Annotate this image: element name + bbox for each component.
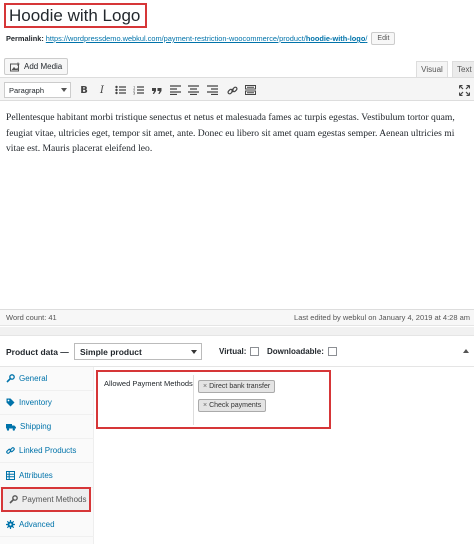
payment-methods-panel xyxy=(96,370,331,429)
numbered-list-icon[interactable] xyxy=(131,83,145,97)
tab-shipping[interactable] xyxy=(0,415,94,439)
last-edited: Last edited by webkul on January 4, 2019 at 4:28 am xyxy=(294,313,470,322)
editor-toolbar xyxy=(0,78,474,101)
tab-general-label: General xyxy=(19,374,48,383)
chevron-down-icon xyxy=(61,88,67,92)
permalink-link[interactable]: https://wordpressdemo.webkul.com/payment-restriction-woocommerce/product/hoodie-with-logo/ xyxy=(45,34,368,43)
virtual-checkbox-group xyxy=(219,347,259,356)
tab-visual[interactable]: Visual xyxy=(416,61,448,77)
payment-token xyxy=(198,399,266,412)
link-icon xyxy=(6,446,15,455)
downloadable-label: Downloadable: xyxy=(267,347,324,356)
product-type-value: Simple product xyxy=(80,346,142,357)
fullscreen-icon[interactable] xyxy=(457,83,471,97)
toolbar-toggle-icon[interactable] xyxy=(243,83,257,97)
permalink-label: Permalink: xyxy=(6,34,44,43)
tab-payment-methods-label: Payment Methods xyxy=(22,495,87,504)
allowed-payment-methods-label: Allowed Payment Methods xyxy=(104,379,193,388)
tab-payment-methods[interactable] xyxy=(1,487,91,512)
add-media-button[interactable] xyxy=(4,58,68,75)
token-remove-icon[interactable]: × xyxy=(203,383,208,390)
collapse-toggle-icon[interactable] xyxy=(463,349,469,353)
truck-icon xyxy=(6,423,16,431)
post-title: Hoodie with Logo xyxy=(9,5,141,25)
tab-linked-products[interactable] xyxy=(0,439,94,463)
bold-icon[interactable]: B xyxy=(80,84,88,96)
payment-methods-select[interactable] xyxy=(193,375,325,425)
editor-content[interactable]: Pellentesque habitant morbi tristique senectus et netus et malesuada fames ac turpis egestas. Vestibulum tortor quam, feugiat vitae, ultricies eget, tempor sit amet, ante. Donec eu libero sit amet quam egestas semper. Aenean ultricies mi vitae est. Mauris placerat eleifend leo. xyxy=(6,112,455,154)
tab-general[interactable] xyxy=(0,367,94,391)
align-left-icon[interactable] xyxy=(168,83,182,97)
editor xyxy=(0,77,474,310)
format-select-value: Paragraph xyxy=(9,85,45,95)
virtual-checkbox[interactable] xyxy=(250,347,259,356)
add-media-label: Add Media xyxy=(24,62,63,71)
product-data-tabs xyxy=(0,367,94,544)
link-icon[interactable] xyxy=(225,83,239,97)
format-select[interactable] xyxy=(4,82,71,98)
tab-text[interactable]: Text xyxy=(452,61,474,77)
product-data-header xyxy=(0,335,474,367)
title-field[interactable] xyxy=(4,3,147,28)
align-right-icon[interactable] xyxy=(205,83,219,97)
tab-attributes-label: Attributes xyxy=(19,471,53,480)
tab-inventory[interactable] xyxy=(0,391,94,415)
italic-icon[interactable]: I xyxy=(100,84,104,96)
wrench-icon xyxy=(6,374,15,383)
product-data-title: Product data — xyxy=(6,347,69,357)
downloadable-checkbox[interactable] xyxy=(328,347,337,356)
wrench-icon xyxy=(9,495,18,504)
payment-token-label: Check payments xyxy=(209,402,262,409)
chevron-down-icon xyxy=(191,350,197,354)
tab-attributes[interactable] xyxy=(0,464,94,488)
tab-linked-products-label: Linked Products xyxy=(19,446,77,455)
blockquote-icon[interactable] xyxy=(150,83,164,97)
tab-advanced-label: Advanced xyxy=(19,520,55,529)
product-type-select[interactable] xyxy=(74,343,202,360)
svg-text:2: 2 xyxy=(132,88,135,93)
permalink-row xyxy=(6,32,395,45)
editor-status-bar xyxy=(0,310,474,326)
payment-token xyxy=(198,380,275,393)
downloadable-checkbox-group xyxy=(267,347,337,356)
media-icon xyxy=(10,62,21,72)
tag-icon xyxy=(6,398,15,407)
virtual-label: Virtual: xyxy=(219,347,247,356)
tab-advanced[interactable] xyxy=(0,513,94,537)
permalink-edit-button[interactable]: Edit xyxy=(371,32,395,45)
align-center-icon[interactable] xyxy=(186,83,200,97)
bulleted-list-icon[interactable] xyxy=(113,83,127,97)
tab-inventory-label: Inventory xyxy=(19,398,52,407)
svg-text:1: 1 xyxy=(132,85,135,90)
word-count: Word count: 41 xyxy=(6,313,57,322)
token-remove-icon[interactable]: × xyxy=(203,402,208,409)
svg-text:3: 3 xyxy=(132,91,135,95)
section-divider xyxy=(0,327,474,335)
tab-shipping-label: Shipping xyxy=(20,422,52,431)
table-icon xyxy=(6,471,15,480)
gear-icon xyxy=(6,520,15,529)
payment-token-label: Direct bank transfer xyxy=(209,383,271,390)
